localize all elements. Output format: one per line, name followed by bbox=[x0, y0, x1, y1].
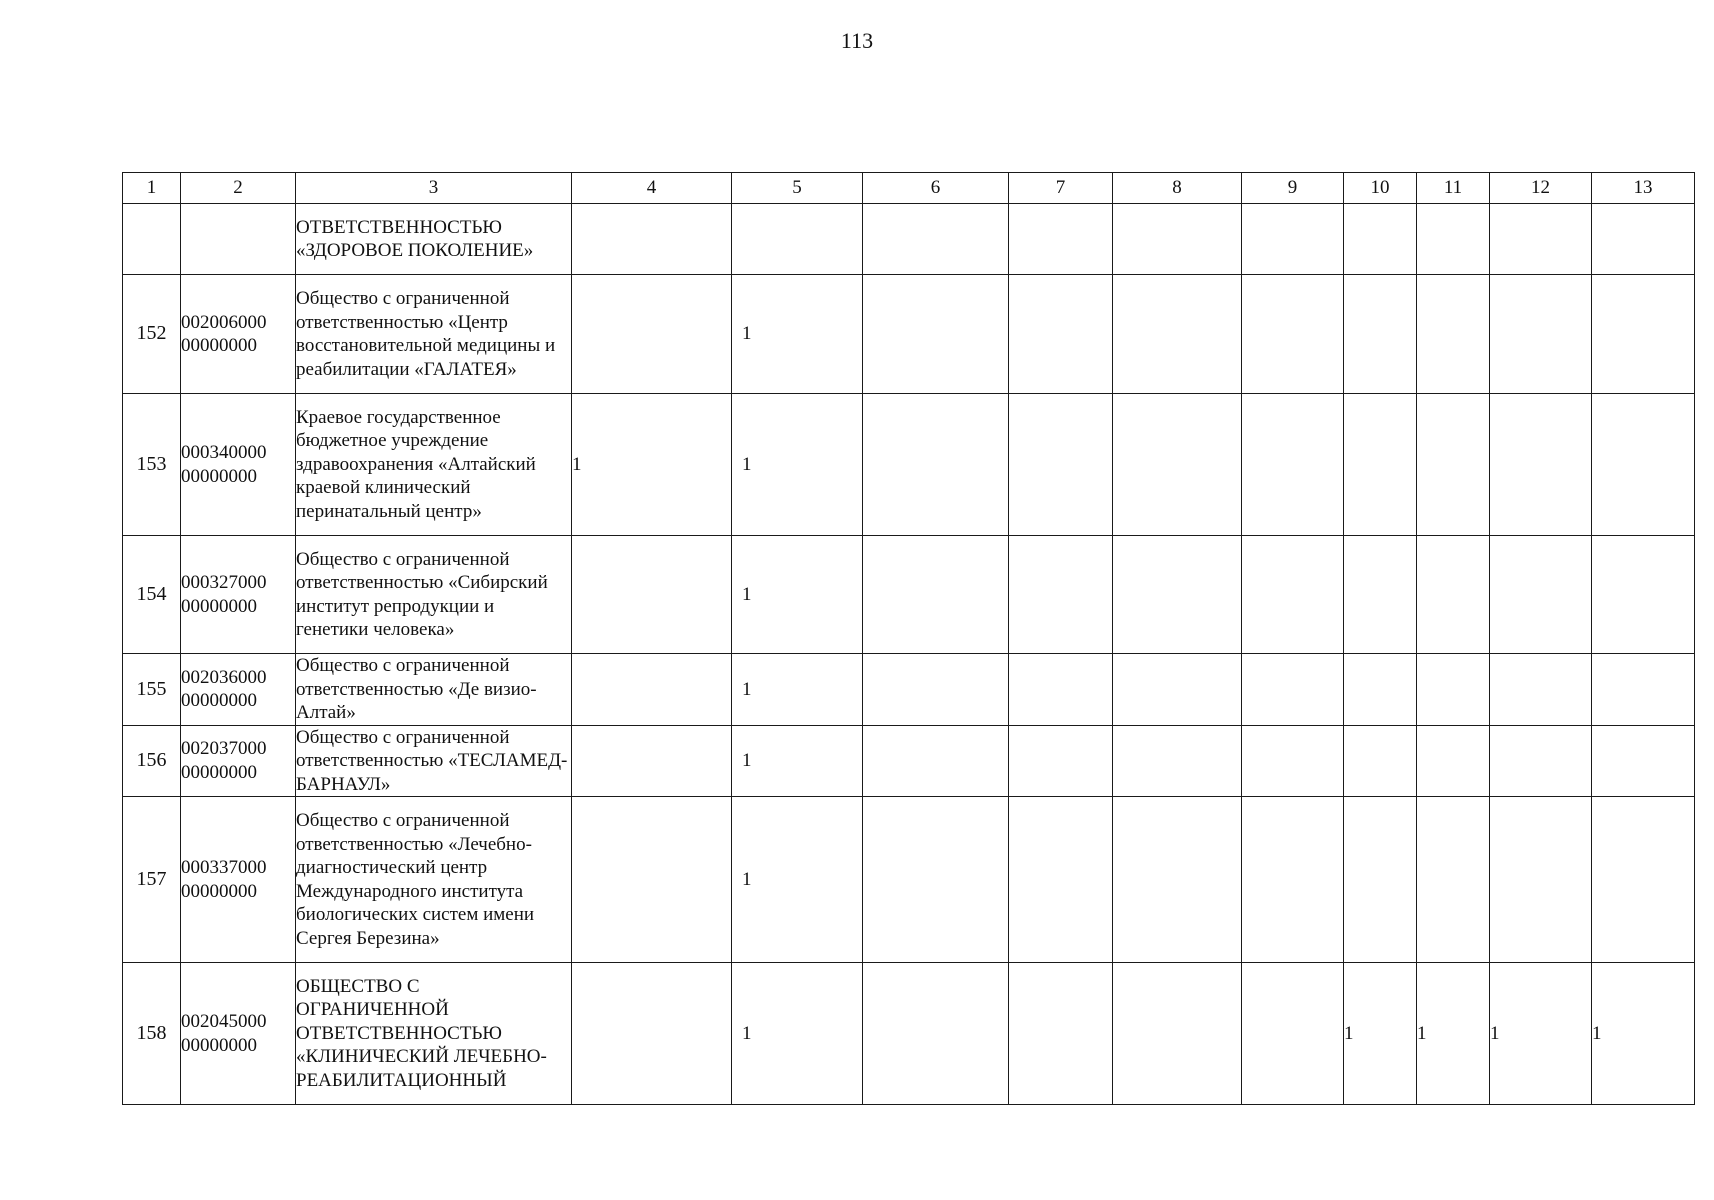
cell-col5: 1 bbox=[732, 394, 863, 536]
cell-col8 bbox=[1113, 725, 1242, 797]
cell-col10 bbox=[1344, 725, 1417, 797]
cell-col5: 1 bbox=[732, 725, 863, 797]
header-cell-3: 3 bbox=[296, 173, 572, 204]
cell-col11 bbox=[1417, 725, 1490, 797]
cell-col9 bbox=[1242, 536, 1344, 654]
header-cell-8: 8 bbox=[1113, 173, 1242, 204]
row-number: 153 bbox=[123, 394, 181, 536]
cell-col13 bbox=[1592, 275, 1695, 394]
cell-col7 bbox=[1009, 536, 1113, 654]
org-code-line: 000327000 bbox=[181, 572, 267, 593]
cell-col9 bbox=[1242, 725, 1344, 797]
cell-col13 bbox=[1592, 204, 1695, 275]
table-row bbox=[123, 963, 1695, 1105]
cell-col10 bbox=[1344, 797, 1417, 963]
header-cell-10: 10 bbox=[1344, 173, 1417, 204]
org-name: Общество с ограниченной ответственностью «Сибирский институт репродукции и генетики человека» bbox=[296, 536, 572, 654]
cell-col13 bbox=[1592, 654, 1695, 726]
cell-col8 bbox=[1113, 204, 1242, 275]
cell-col5: 1 bbox=[732, 797, 863, 963]
cell-col11: 1 bbox=[1417, 963, 1490, 1105]
org-code bbox=[181, 275, 296, 394]
org-code-line: 00000000 bbox=[181, 465, 257, 487]
table-row bbox=[123, 536, 1695, 654]
cell-col13 bbox=[1592, 725, 1695, 797]
cell-col7 bbox=[1009, 797, 1113, 963]
cell-col12: 1 bbox=[1490, 963, 1592, 1105]
table-row bbox=[123, 204, 1695, 275]
cell-col13 bbox=[1592, 394, 1695, 536]
cell-col4 bbox=[572, 536, 732, 654]
org-code bbox=[181, 963, 296, 1105]
cell-col4 bbox=[572, 797, 732, 963]
header-cell-5: 5 bbox=[732, 173, 863, 204]
cell-col6 bbox=[863, 654, 1009, 726]
header-cell-6: 6 bbox=[863, 173, 1009, 204]
header-cell-13: 13 bbox=[1592, 173, 1695, 204]
cell-col5 bbox=[732, 204, 863, 275]
org-name: Общество с ограниченной ответственностью «Центр восстановительной медицины и реабилитации «ГАЛАТЕЯ» bbox=[296, 275, 572, 394]
cell-col6 bbox=[863, 394, 1009, 536]
cell-col13: 1 bbox=[1592, 963, 1695, 1105]
cell-col7 bbox=[1009, 654, 1113, 726]
org-code bbox=[181, 204, 296, 275]
cell-col11 bbox=[1417, 797, 1490, 963]
cell-col8 bbox=[1113, 394, 1242, 536]
cell-col11 bbox=[1417, 536, 1490, 654]
cell-col4 bbox=[572, 963, 732, 1105]
cell-col5: 1 bbox=[732, 275, 863, 394]
header-cell-1: 1 bbox=[123, 173, 181, 204]
header-cell-2: 2 bbox=[181, 173, 296, 204]
cell-col12 bbox=[1490, 725, 1592, 797]
org-code-line: 00000000 bbox=[181, 761, 257, 783]
cell-col4 bbox=[572, 654, 732, 726]
org-code bbox=[181, 797, 296, 963]
cell-col10 bbox=[1344, 204, 1417, 275]
org-name: Общество с ограниченной ответственностью «Де визио-Алтай» bbox=[296, 654, 572, 726]
cell-col10: 1 bbox=[1344, 963, 1417, 1105]
cell-col8 bbox=[1113, 536, 1242, 654]
cell-col6 bbox=[863, 536, 1009, 654]
header-cell-7: 7 bbox=[1009, 173, 1113, 204]
cell-col6 bbox=[863, 725, 1009, 797]
cell-col4 bbox=[572, 204, 732, 275]
org-code bbox=[181, 394, 296, 536]
cell-col7 bbox=[1009, 394, 1113, 536]
cell-col4: 1 bbox=[572, 394, 732, 536]
cell-col7 bbox=[1009, 275, 1113, 394]
org-name: Краевое государственное бюджетное учреждение здравоохранения «Алтайский краевой клинический перинатальный центр» bbox=[296, 394, 572, 536]
cell-col8 bbox=[1113, 797, 1242, 963]
cell-col6 bbox=[863, 275, 1009, 394]
cell-col5: 1 bbox=[732, 963, 863, 1105]
table-row bbox=[123, 725, 1695, 797]
header-row bbox=[123, 173, 1695, 204]
cell-col9 bbox=[1242, 394, 1344, 536]
cell-col4 bbox=[572, 275, 732, 394]
cell-col9 bbox=[1242, 204, 1344, 275]
cell-col12 bbox=[1490, 654, 1592, 726]
table-row bbox=[123, 797, 1695, 963]
org-code bbox=[181, 654, 296, 726]
org-name: ОТВЕТСТВЕННОСТЬЮ «ЗДОРОВОЕ ПОКОЛЕНИЕ» bbox=[296, 204, 572, 275]
cell-col13 bbox=[1592, 797, 1695, 963]
cell-col9 bbox=[1242, 963, 1344, 1105]
org-code-line: 00000000 bbox=[181, 690, 257, 712]
cell-col9 bbox=[1242, 797, 1344, 963]
row-number: 155 bbox=[123, 654, 181, 726]
row-number: 156 bbox=[123, 725, 181, 797]
cell-col8 bbox=[1113, 275, 1242, 394]
org-code-line: 00000000 bbox=[181, 1034, 257, 1056]
cell-col11 bbox=[1417, 204, 1490, 275]
cell-col9 bbox=[1242, 654, 1344, 726]
org-code-line: 00000000 bbox=[181, 335, 257, 356]
org-code-line: 002037000 bbox=[181, 738, 267, 760]
cell-col5: 1 bbox=[732, 654, 863, 726]
header-cell-9: 9 bbox=[1242, 173, 1344, 204]
org-code-line: 000337000 bbox=[181, 857, 267, 878]
cell-col12 bbox=[1490, 797, 1592, 963]
table-row bbox=[123, 275, 1695, 394]
row-number: 152 bbox=[123, 275, 181, 394]
cell-col7 bbox=[1009, 204, 1113, 275]
cell-col10 bbox=[1344, 654, 1417, 726]
cell-col10 bbox=[1344, 536, 1417, 654]
cell-col10 bbox=[1344, 394, 1417, 536]
row-number: 154 bbox=[123, 536, 181, 654]
cell-col8 bbox=[1113, 654, 1242, 726]
cell-col8 bbox=[1113, 963, 1242, 1105]
org-name: Общество с ограниченной ответственностью «ТЕСЛАМЕД-БАРНАУЛ» bbox=[296, 725, 572, 797]
header-cell-12: 12 bbox=[1490, 173, 1592, 204]
cell-col11 bbox=[1417, 275, 1490, 394]
cell-col10 bbox=[1344, 275, 1417, 394]
org-name: Общество с ограниченной ответственностью «Лечебно-диагностический центр Международного института биологических систем имени Сергея Березина» bbox=[296, 797, 572, 963]
cell-col4 bbox=[572, 725, 732, 797]
cell-col12 bbox=[1490, 204, 1592, 275]
cell-col11 bbox=[1417, 654, 1490, 726]
org-code-line: 00000000 bbox=[181, 595, 257, 617]
cell-col13 bbox=[1592, 536, 1695, 654]
header-cell-11: 11 bbox=[1417, 173, 1490, 204]
header-cell-4: 4 bbox=[572, 173, 732, 204]
cell-col5: 1 bbox=[732, 536, 863, 654]
cell-col9 bbox=[1242, 275, 1344, 394]
cell-col6 bbox=[863, 963, 1009, 1105]
org-code-line: 000340000 bbox=[181, 442, 267, 463]
row-number bbox=[123, 204, 181, 275]
table-row bbox=[123, 394, 1695, 536]
org-code-line: 002006000 bbox=[181, 311, 267, 333]
table-row bbox=[123, 654, 1695, 726]
cell-col6 bbox=[863, 797, 1009, 963]
data-table bbox=[122, 172, 1695, 1105]
org-code-line: 002036000 bbox=[181, 666, 267, 688]
cell-col12 bbox=[1490, 275, 1592, 394]
cell-col7 bbox=[1009, 725, 1113, 797]
org-code bbox=[181, 725, 296, 797]
cell-col11 bbox=[1417, 394, 1490, 536]
row-number: 158 bbox=[123, 963, 181, 1105]
cell-col7 bbox=[1009, 963, 1113, 1105]
org-code-line: 002045000 bbox=[181, 1011, 267, 1032]
org-name: ОБЩЕСТВО С ОГРАНИЧЕННОЙ ОТВЕТСТВЕННОСТЬЮ «КЛИНИЧЕСКИЙ ЛЕЧЕБНО-РЕАБИЛИТАЦИОННЫЙ bbox=[296, 963, 572, 1105]
row-number: 157 bbox=[123, 797, 181, 963]
org-code-line: 00000000 bbox=[181, 880, 257, 902]
page-number: 113 bbox=[840, 28, 874, 53]
cell-col12 bbox=[1490, 536, 1592, 654]
cell-col12 bbox=[1490, 394, 1592, 536]
org-code bbox=[181, 536, 296, 654]
cell-col6 bbox=[863, 204, 1009, 275]
